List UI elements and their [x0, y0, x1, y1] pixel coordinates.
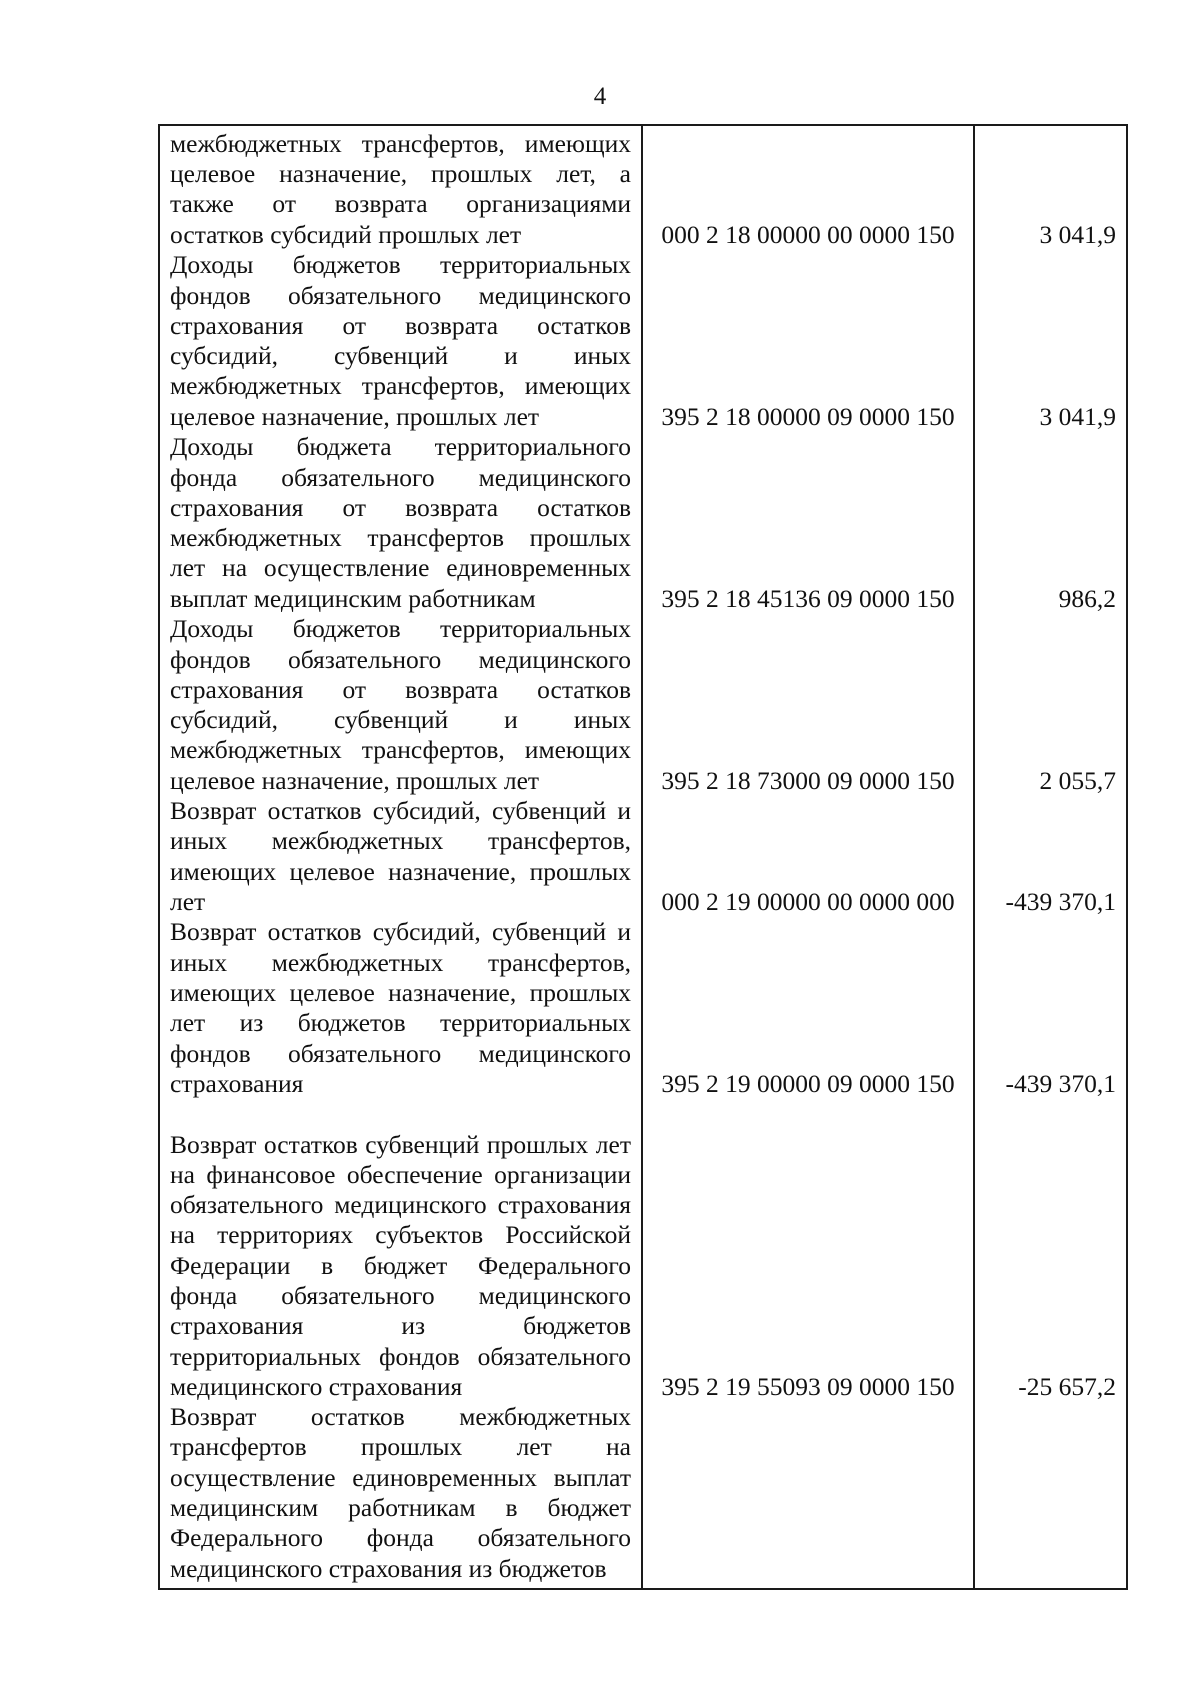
row-amount: -439 370,1: [974, 796, 1127, 917]
row-amount: 3 041,9: [974, 250, 1127, 432]
table-row: [159, 1099, 1127, 1402]
table-row: [159, 125, 1127, 250]
table-row: [159, 250, 1127, 432]
row-description: Доходы бюджетов территориальных фондов обязательного медицинского страхования от возврата остатков субсидий, субвенций и иных межбюджетных трансфертов, имеющих целевое назначение, прошлых лет: [159, 614, 642, 796]
table-row: [159, 796, 1127, 917]
row-amount: 2 055,7: [974, 614, 1127, 796]
row-description: Доходы бюджетов территориальных фондов обязательного медицинского страхования от возврата остатков субсидий, субвенций и иных межбюджетных трансфертов, имеющих целевое назначение, прошлых лет: [159, 250, 642, 432]
row-budget-code: 000 2 18 00000 00 0000 150: [642, 125, 974, 250]
table-row: [159, 917, 1127, 1099]
row-budget-code: 395 2 19 55093 09 0000 150: [642, 1099, 974, 1402]
row-amount: [974, 1402, 1127, 1589]
budget-revenue-table: [158, 124, 1128, 1590]
row-amount: -439 370,1: [974, 917, 1127, 1099]
row-budget-code: 395 2 18 73000 09 0000 150: [642, 614, 974, 796]
row-budget-code: 000 2 19 00000 00 0000 000: [642, 796, 974, 917]
row-description: межбюджетных трансфертов, имеющих целевое назначение, прошлых лет, а также от возврата организациями остатков субсидий прошлых лет: [159, 125, 642, 250]
row-amount: 3 041,9: [974, 125, 1127, 250]
row-description: Доходы бюджета территориального фонда обязательного медицинского страхования от возврата остатков межбюджетных трансфертов прошлых лет на осуществление единовременных выплат медицинским работникам: [159, 432, 642, 614]
row-budget-code: [642, 1402, 974, 1589]
table-row: [159, 614, 1127, 796]
row-budget-code: 395 2 18 45136 09 0000 150: [642, 432, 974, 614]
row-amount: -25 657,2: [974, 1099, 1127, 1402]
row-description: Возврат остатков субвенций прошлых лет на финансовое обеспечение организации обязательного медицинского страхования на территориях субъектов Российской Федерации в бюджет Федерального фонда обязательного медицинского страхования из бюджетов территориальных фондов обязательного медицинского страхования: [159, 1099, 642, 1402]
row-amount: 986,2: [974, 432, 1127, 614]
row-description: Возврат остатков межбюджетных трансфертов прошлых лет на осуществление единовременных выплат медицинским работникам в бюджет Федерального фонда обязательного медицинского страхования из бюджетов: [159, 1402, 642, 1589]
row-description: Возврат остатков субсидий, субвенций и иных межбюджетных трансфертов, имеющих целевое назначение, прошлых лет: [159, 796, 642, 917]
row-description: Возврат остатков субсидий, субвенций и иных межбюджетных трансфертов, имеющих целевое назначение, прошлых лет из бюджетов территориальных фондов обязательного медицинского страхования: [159, 917, 642, 1099]
page-number: 4: [593, 83, 607, 110]
row-budget-code: 395 2 19 00000 09 0000 150: [642, 917, 974, 1099]
row-budget-code: 395 2 18 00000 09 0000 150: [642, 250, 974, 432]
table-row: [159, 1402, 1127, 1589]
table-row: [159, 432, 1127, 614]
